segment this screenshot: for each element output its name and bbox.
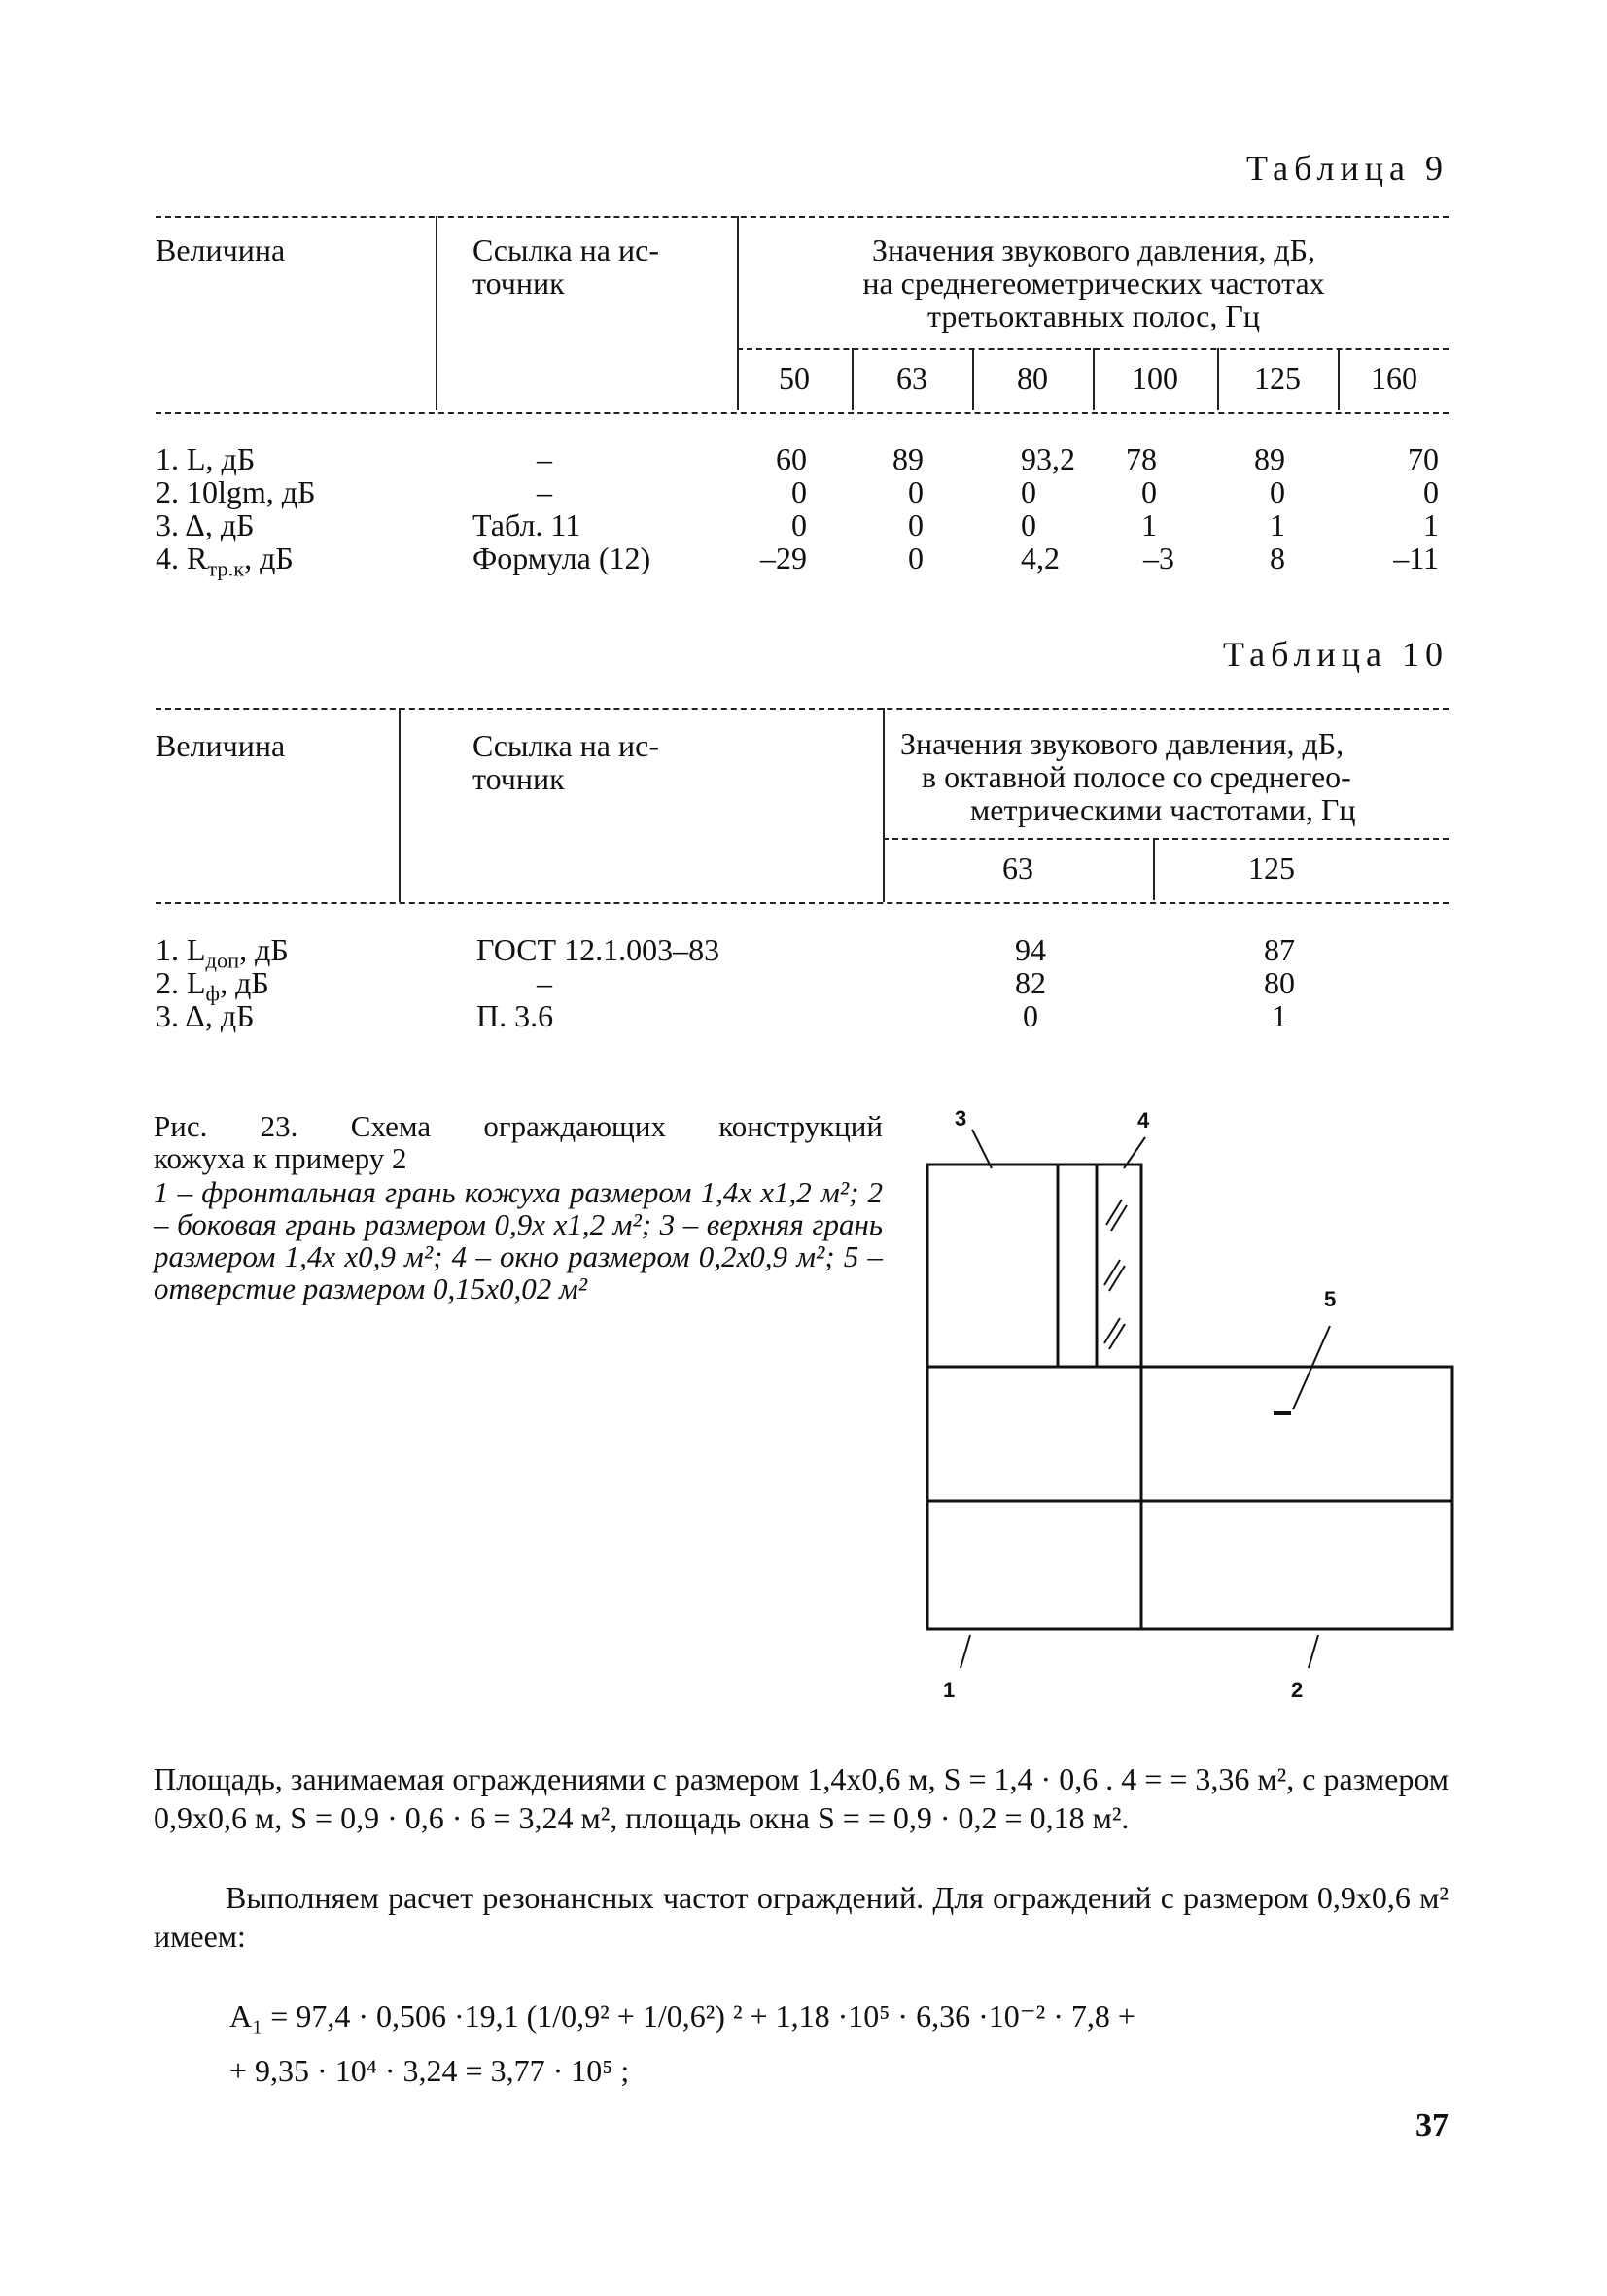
table9-cell: 0 [1423,474,1439,509]
table10-header-source: Ссылка на ис- точник [472,728,659,796]
table9-vrule [436,216,437,410]
table9-row-source: Табл. 11 [472,507,581,542]
table10-cell: 87 [1264,932,1295,967]
table9-cell: 1 [1423,507,1439,542]
table10-row-label: 1. $L_{доп}$, дБ [156,932,289,973]
leader-3 [972,1130,992,1168]
front-side-face-outline [927,1367,1452,1629]
table9-title: Таблица 9 [1246,149,1449,188]
table9-cell: 93,2 [1021,441,1075,476]
table9-cell: 0 [908,474,924,509]
table10-row-label: 2. $L_ф$, дБ [156,965,269,1006]
table9-top-rule [156,216,1449,218]
paragraph-resonance: Выполняем расчет резонансных частот ограждений. Для ограждений с размером 0,9х0,6 м² имеем: [154,1880,1449,1954]
paragraph-areas: Площадь, занимаемая ограждениями с размером 1,4х0,6 м, S = 1,4 · 0,6 . 4 = = 3,36 м², с размером 0,9х0,6 м, S = 0,9 · 0,6 · 6 = 3,24 м², площадь окна S = = 0,9 · 0,2 = 0,18 м². [154,1761,1449,1835]
label-5: 5 [1324,1287,1337,1311]
window-hatch [1109,1266,1125,1291]
table9-cell: 0 [791,474,807,509]
table9-header-bottom-rule [156,412,1449,414]
table10-freq: 63 [1002,851,1033,886]
label-3: 3 [955,1106,967,1131]
table9-cell: 60 [776,441,807,476]
table10-top-rule [156,708,1449,710]
leader-2 [1309,1635,1318,1668]
window-hatch [1104,1318,1120,1343]
table9-cell: 0 [908,507,924,542]
enclosure-diagram [875,1098,1468,1721]
table9-cell: 4,2 [1021,540,1060,575]
table9-freq: 63 [896,361,927,396]
figure-caption: Рис. 23. Схема ограждающих конструкций кожуха к примеру 2 [154,1109,883,1175]
table10-cell: 0 [1023,998,1038,1033]
table9-row-source: Формула (12) [472,540,651,575]
table9-cell: 0 [1021,507,1036,542]
table9-row-label: 3. Δ, дБ [156,507,255,542]
table9-freq: 100 [1132,361,1178,396]
table9-cell: 0 [1021,474,1036,509]
table9-freq: 125 [1254,361,1301,396]
table9-cell: 89 [1254,441,1285,476]
table9-freq: 80 [1017,361,1048,396]
table9-row-label: 1. L, дБ [156,441,256,476]
table9-cell: 0 [1141,474,1157,509]
window-hatch [1104,1260,1120,1285]
table10-row-source: – [537,965,552,1000]
table9-row-source: – [537,441,552,476]
page-number: 37 [1415,2107,1449,2143]
table9-header-quantity: Величина [156,232,286,267]
window-hatch [1106,1200,1122,1225]
table9-cell: –3 [1143,540,1174,575]
table9-cell: 0 [1270,474,1285,509]
table10-header-bottom-rule [156,902,1449,904]
leader-1 [961,1635,970,1668]
table9-row-source: – [537,474,552,509]
table9-cell: 89 [892,441,924,476]
table10-freq-rule [883,838,1449,840]
table9-header-source: Ссылка на ис- точник [472,232,659,300]
figure-legend: 1 – фронтальная грань кожуха размером 1,4х х1,2 м²; 2 – боковая грань размером 0,9х х1,2 м²; 3 – верхняя грань размером 1,4х х0,9 м²; 4 – окно размером 0,2х0,9 м²; 5 – отверстие размером 0,15х0,02 м² [154,1175,883,1305]
label-4: 4 [1137,1108,1150,1132]
label-2: 2 [1291,1678,1304,1702]
table9-cell: 78 [1126,441,1157,476]
table9-cell: 0 [908,540,924,575]
table9-cell: 8 [1270,540,1285,575]
table10-cell: 82 [1015,965,1046,1000]
table9-cell: 1 [1270,507,1285,542]
formula-line-2: + 9,35 · 10⁴ · 3,24 = 3,77 · 10⁵ ; [229,2053,630,2088]
table10-header-values: Значения звукового давления, дБ, в октавной полосе со среднегео- метрическими частотами, Гц [900,726,1356,827]
table9-cell: 0 [791,507,807,542]
table10-row-source: ГОСТ 12.1.003–83 [476,932,720,967]
table10-freq: 125 [1248,851,1295,886]
table10-title: Таблица 10 [1223,635,1449,674]
table9-cell: –11 [1393,540,1439,575]
table10-cell: 94 [1015,932,1046,967]
table10-cell: 80 [1264,965,1295,1000]
table9-cell: 70 [1408,441,1439,476]
table10-cell: 1 [1272,998,1287,1033]
table9-header-values: Значения звукового давления, дБ, на среднегеометрических частотах третьоктавных полос, Гц [862,232,1325,333]
window-hatch [1111,1205,1127,1231]
table9-freq: 50 [779,361,810,396]
table9-freq: 160 [1371,361,1417,396]
table10-row-label: 3. Δ, дБ [156,998,255,1033]
formula-line-1: A₁ = 97,4 · 0,506 ·19,1 (1/0,9² + 1/0,6²) ² + 1,18 ·10⁵ · 6,36 ·10⁻² · 7,8 + [229,1999,1135,2034]
table10-vrule [399,708,401,902]
table9-row-label: 2. 10lgm, дБ [156,474,316,509]
table10-header-quantity: Величина [156,728,286,763]
table10-row-source: П. 3.6 [476,998,554,1033]
table9-cell: –29 [760,540,807,575]
window-hatch [1109,1324,1125,1349]
table9-cell: 1 [1141,507,1157,542]
table9-row-label: 4. $R_{тр.к}$, дБ [156,540,294,581]
label-1: 1 [943,1678,956,1702]
